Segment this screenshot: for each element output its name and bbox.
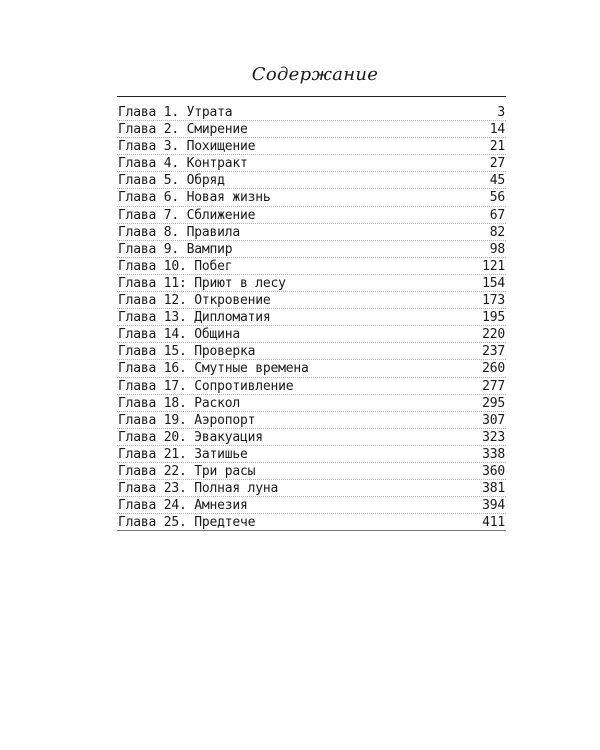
chapter-title: Глава 24. Амнезия — [118, 498, 248, 514]
chapter-title: Глава 6. Новая жизнь — [118, 190, 271, 206]
chapter-title: Глава 2. Смирение — [118, 122, 248, 138]
toc-entry — [117, 343, 506, 360]
chapter-title: Глава 7. Сближение — [118, 207, 256, 223]
toc-entry — [117, 514, 506, 531]
toc-entry — [117, 497, 506, 514]
chapter-title: Глава 9. Вампир — [118, 241, 233, 257]
toc-entry — [117, 172, 506, 189]
page-number: 173 — [482, 293, 505, 309]
page-number: 56 — [489, 190, 505, 206]
page-number: 121 — [482, 258, 505, 274]
chapter-title: Глава 1. Утрата — [118, 105, 233, 120]
page-number: 154 — [482, 275, 505, 291]
toc-entry — [117, 326, 506, 343]
page-number: 220 — [482, 327, 505, 343]
toc-entry — [117, 104, 506, 121]
page-number: 21 — [489, 139, 505, 155]
toc-entry — [117, 446, 506, 463]
chapter-title: Глава 4. Контракт — [118, 156, 248, 172]
toc-entry — [117, 360, 506, 377]
chapter-title: Глава 16. Смутные времена — [118, 361, 309, 377]
toc-entry — [117, 121, 506, 138]
page-number: 98 — [489, 241, 505, 257]
page-number: 295 — [482, 395, 505, 411]
chapter-title: Глава 17. Сопротивление — [118, 378, 294, 394]
page-number: 237 — [482, 344, 505, 360]
chapter-title: Глава 8. Правила — [118, 224, 241, 240]
page-number: 195 — [482, 310, 505, 326]
toc-list — [117, 104, 506, 531]
toc-entry — [117, 309, 506, 326]
chapter-title: Глава 21. Затишье — [118, 446, 248, 462]
chapter-title: Глава 20. Эвакуация — [118, 429, 263, 445]
page-number: 82 — [489, 224, 505, 240]
toc-entry — [117, 378, 506, 395]
chapter-title: Глава 12. Откровение — [118, 293, 271, 309]
chapter-title: Глава 25. Предтече — [118, 515, 256, 531]
page-number: 307 — [482, 412, 505, 428]
page-number: 277 — [482, 378, 505, 394]
toc-entry — [117, 224, 506, 241]
toc-entry — [117, 463, 506, 480]
page-number: 260 — [482, 361, 505, 377]
chapter-title: Глава 3. Похищение — [118, 139, 256, 155]
page-number: 67 — [489, 207, 505, 223]
title-divider — [117, 96, 506, 97]
toc-entry — [117, 207, 506, 224]
toc-title: Содержание — [251, 64, 379, 85]
chapter-title: Глава 5. Обряд — [118, 173, 225, 189]
page-number: 3 — [497, 105, 505, 120]
page-number: 381 — [482, 481, 505, 497]
page-number: 411 — [482, 515, 505, 531]
page-number: 323 — [482, 429, 505, 445]
chapter-title: Глава 19. Аэропорт — [118, 412, 256, 428]
page-number: 338 — [482, 446, 505, 462]
chapter-title: Глава 23. Полная луна — [118, 481, 279, 497]
chapter-title: Глава 11: Приют в лесу — [118, 275, 286, 291]
chapter-title: Глава 14. Община — [118, 327, 241, 343]
toc-entry — [117, 429, 506, 446]
chapter-title: Глава 22. Три расы — [118, 463, 256, 479]
toc-entry — [117, 138, 506, 155]
chapter-title: Глава 18. Раскол — [118, 395, 241, 411]
toc-entry — [117, 480, 506, 497]
toc-entry — [117, 155, 506, 172]
toc-entry — [117, 258, 506, 275]
toc-entry — [117, 189, 506, 206]
chapter-title: Глава 15. Проверка — [118, 344, 256, 360]
page-number: 27 — [489, 156, 505, 172]
toc-entry — [117, 292, 506, 309]
toc-entry — [117, 412, 506, 429]
toc-entry — [117, 395, 506, 412]
chapter-title: Глава 13. Дипломатия — [118, 310, 271, 326]
chapter-title: Глава 10. Побег — [118, 258, 233, 274]
toc-entry — [117, 275, 506, 292]
page-number: 14 — [489, 122, 505, 138]
page-number: 45 — [489, 173, 505, 189]
page-number: 360 — [482, 463, 505, 479]
toc-entry — [117, 241, 506, 258]
page-number: 394 — [482, 498, 505, 514]
